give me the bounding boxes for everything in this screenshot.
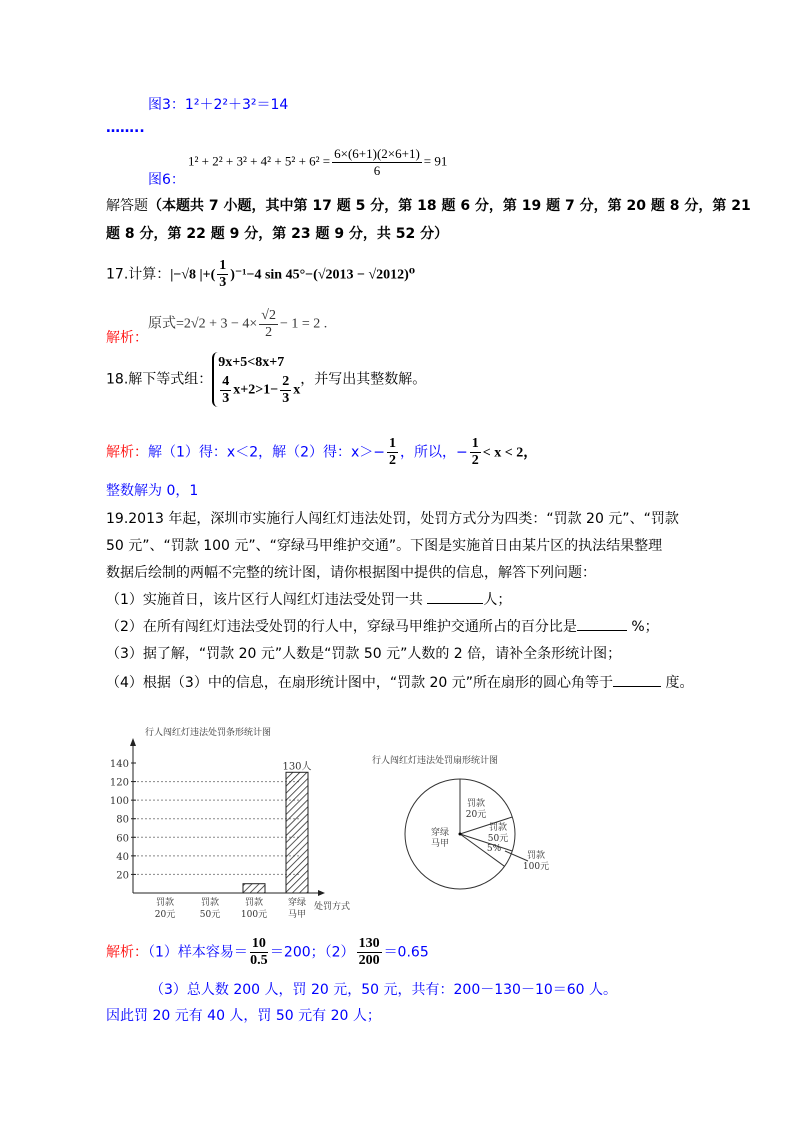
bar-data-label: 130人 (282, 761, 312, 773)
q18-eq2-end: x (293, 382, 301, 398)
q18-system (212, 352, 300, 407)
section-desc: （本题共 7 小题，其中第 17 题 5 分，第 18 题 6 分，第 19 题 7 分，第 20 题 8 分，第 21 (148, 198, 751, 214)
q19-a1-den: 0.5 (250, 953, 268, 968)
q18-analysis (106, 436, 537, 469)
q19-part-3: （3）据了解，“罚款 20 元”人数是“罚款 50 元”人数的 2 倍，请补全条形统计图； (106, 646, 622, 662)
pie-slice-label: 穿绿 (430, 828, 450, 838)
q19-p4-unit: 度。 (665, 675, 694, 691)
x-axis-label: 处罚方式 (314, 902, 351, 912)
q18-eq2-num2: 2 (282, 374, 290, 389)
y-axis-arrow (130, 738, 136, 746)
y-tick-label: 100 (109, 796, 129, 808)
q18-ans-den-2: 2 (471, 453, 479, 468)
q19-line-2: 50 元”、“罚款 100 元”、“穿绿马甲维护交通”。下图是实施首日由某片区的执法结果整理 (106, 538, 663, 554)
q17-expr-a: |−√8 |+( (170, 267, 216, 283)
q19-p2-unit: %； (631, 619, 659, 635)
q18-eq2-den: 3 (222, 391, 230, 406)
pie-outside-label: 罚款 (526, 851, 546, 861)
q17-frac-den: 3 (219, 275, 227, 290)
y-tick-label: 140 (109, 759, 129, 770)
bar-chart-title: 行人闯红灯违法处罚条形统计图 (145, 728, 272, 738)
x-tick-label: 马甲 (287, 910, 307, 920)
x-tick-label: 100元 (240, 910, 268, 920)
q19-p4-blank (613, 672, 661, 687)
fig6-rhs: = 91 (423, 153, 448, 169)
q17 (106, 258, 415, 291)
q19-p2-blank (577, 616, 627, 631)
fig3-label: 图3： (148, 97, 185, 113)
pie-slice-label: 罚款 (488, 823, 508, 833)
q19-a1-result: ＝200；（2） (269, 944, 355, 961)
q17-answer-num: √2 (261, 308, 276, 323)
pie-chart-title: 行人闯红灯违法处罚扇形统计图 (372, 756, 499, 766)
q17-expr-b: )⁻¹−4 sin 45°−(√2013 − √2012)⁰ (230, 267, 415, 283)
fig6-num: 6×(6+1)(2×6+1) (334, 146, 420, 161)
q18-ans-num: 1 (389, 436, 397, 451)
q19-line-3: 数据后绘制的两幅不完整的统计图，请你根据图中提供的信息，解答下列问题： (106, 565, 596, 581)
fig6-label-text: 图6： (148, 172, 185, 188)
q18-eq2-mid: x+2>1− (233, 382, 279, 398)
x-axis-arrow (318, 890, 325, 896)
q18-ans-c: < x < 2， (482, 445, 538, 461)
fig6-label (148, 170, 185, 190)
x-tick-label: 罚款 (155, 898, 175, 908)
q19-p1-blank (427, 589, 483, 604)
x-tick-label: 50元 (199, 910, 221, 920)
q18-ans-num-2: 1 (471, 436, 479, 451)
y-tick-label: 20 (116, 870, 129, 882)
q18-analysis-label: 解析： (106, 444, 148, 461)
y-tick-label: 80 (116, 814, 129, 826)
q18-eq1: 9x+5<8x+7 (218, 355, 285, 370)
x-tick-label: 穿绿 (287, 898, 307, 908)
pie-center (459, 833, 462, 836)
q18-ans-a: 解（1）得：x＜2，解（2）得：x＞− (148, 444, 386, 461)
y-tick-label: 120 (109, 777, 129, 789)
bar (243, 884, 265, 893)
fig3-formula: 1²＋2²＋3²＝14 (184, 97, 289, 113)
q19-a1-text: （1）样本容易＝ (148, 944, 248, 961)
q18-eq2 (218, 374, 300, 407)
q18-tail: ，并写出其整数解。 (300, 371, 427, 388)
pie-slice-label: 马甲 (430, 839, 450, 849)
fig6-den: 6 (373, 163, 381, 178)
pie-slice-label: 20元 (465, 810, 487, 820)
q17-frac-num: 1 (219, 258, 227, 273)
statistics-charts (100, 710, 580, 932)
q18-eq2-den2: 3 (282, 391, 290, 406)
q19-p1-unit: 人； (483, 592, 512, 608)
q19-a2-result: ＝0.65 (383, 944, 429, 961)
q18 (106, 352, 426, 407)
q19-a1-num: 10 (251, 936, 266, 951)
fig6-lhs: 1² + 2² + 3² + 4² + 5² + 6² = (188, 153, 331, 169)
bar (286, 772, 308, 893)
pie-outside-label: 100元 (522, 862, 550, 872)
q18-label: 18.解下等式组： (106, 371, 213, 388)
section-heading (106, 196, 751, 216)
q19-p1-text: （1）实施首日，该片区行人闯红灯违法受处罚一共 (106, 592, 423, 608)
q18-integer-solution: 整数解为 0，1 (106, 483, 199, 499)
q17-label: 17.计算： (106, 266, 171, 283)
pie-slice-label: 50元 (487, 834, 509, 844)
q19-part-2 (106, 616, 659, 637)
q19-p2-text: （2）在所有闯红灯违法受处罚的行人中，穿绿马甲维护交通所占的百分比是 (106, 619, 577, 635)
q17-answer-b: − 1 = 2 . (279, 316, 328, 332)
x-tick-label: 罚款 (244, 898, 264, 908)
section-title: 解答题 (106, 198, 148, 214)
q17-analysis-label: 解析： (106, 330, 148, 346)
pie-slice-label: 5% (486, 844, 502, 854)
q19-line-1: 19.2013 年起，深圳市实施行人闯红灯违法处罚，处罚方式分为四类：“罚款 20 元”、“罚款 (106, 511, 679, 527)
y-tick-label: 40 (116, 851, 129, 863)
fig6-formula (188, 146, 447, 179)
q19-a2-num: 130 (358, 936, 380, 951)
q19-analysis-3: （3）总人数 200 人，罚 20 元，50 元，共有：200－130－10＝60 人。 (150, 982, 618, 998)
ellipsis: …….. (106, 120, 145, 136)
q19-a2-den: 200 (358, 953, 380, 968)
x-tick-label: 罚款 (200, 898, 220, 908)
q19-part-4 (106, 672, 694, 693)
q18-eq2-num: 4 (222, 374, 230, 389)
q19-part-1 (106, 589, 511, 610)
q17-answer (148, 308, 327, 341)
q19-analysis-4: 因此罚 20 元有 40 人，罚 50 元有 20 人； (106, 1008, 381, 1024)
q18-ans-den: 2 (389, 453, 397, 468)
q19-analysis-label: 解析： (106, 944, 148, 961)
q17-answer-den: 2 (265, 325, 273, 340)
q19-analysis-1 (106, 936, 429, 969)
q18-ans-b: ，所以，− (400, 444, 468, 461)
q17-answer-a: 原式=2√2 + 3 − 4× (148, 316, 258, 332)
section-heading-2: 题 8 分，第 22 题 9 分，第 23 题 9 分，共 52 分） (106, 226, 449, 242)
pie-slice-label: 罚款 (466, 799, 486, 809)
x-tick-label: 20元 (154, 910, 176, 920)
y-tick-label: 60 (116, 833, 129, 845)
fig3-line (148, 95, 288, 115)
q19-p4-text: （4）根据（3）中的信息，在扇形统计图中，“罚款 20 元”所在扇形的圆心角等于 (106, 675, 614, 691)
